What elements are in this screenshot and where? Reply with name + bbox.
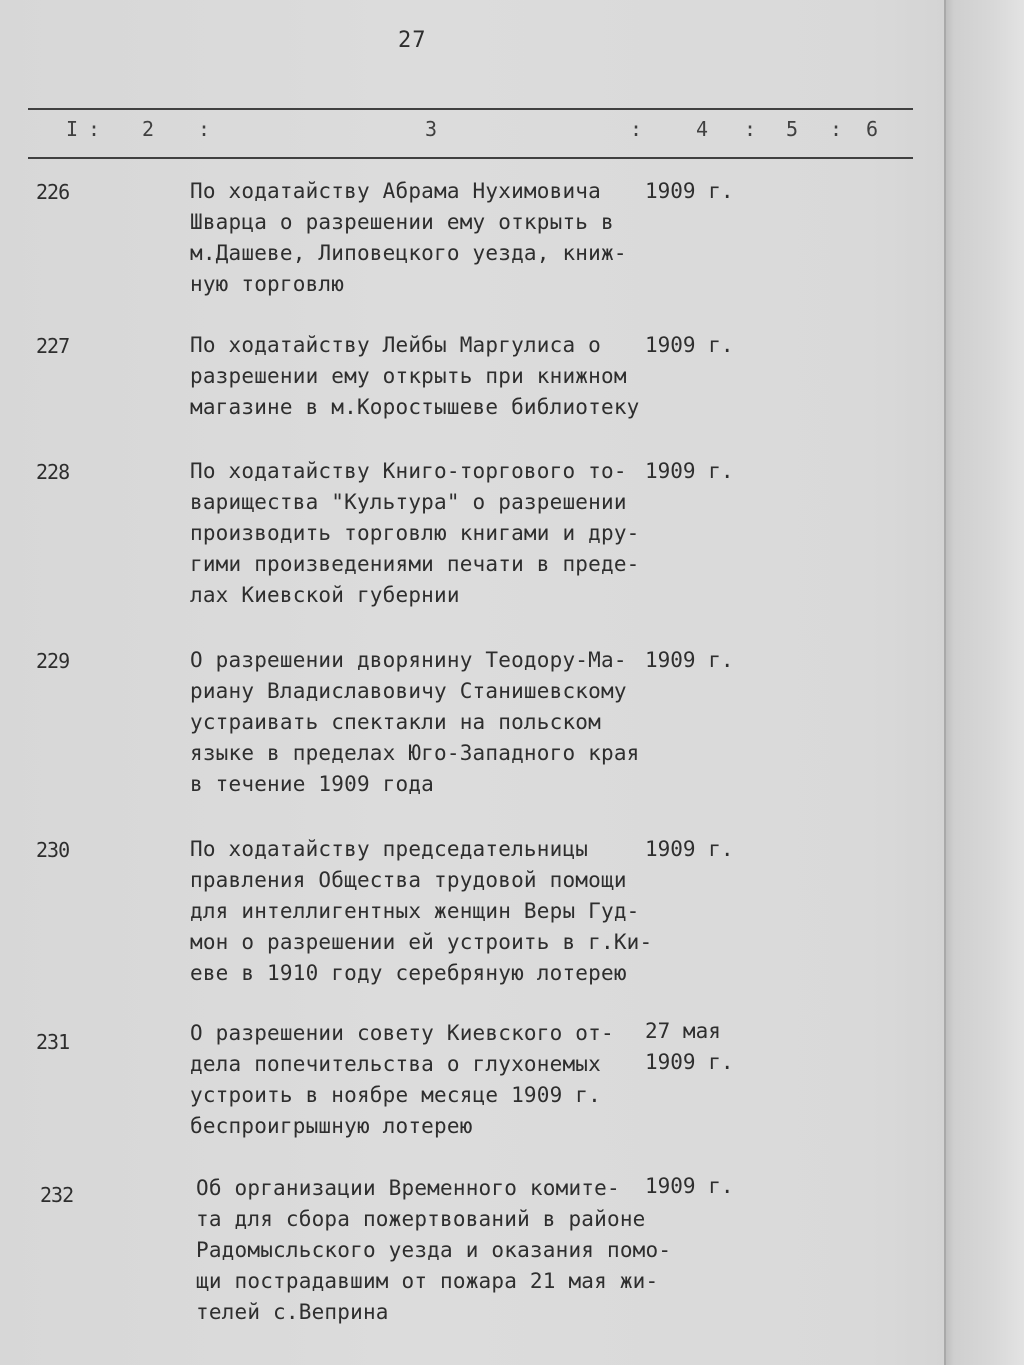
header-separator: :	[744, 117, 757, 141]
header-col-1: I	[66, 117, 79, 141]
header-separator: :	[630, 117, 643, 141]
entry-date: 27 мая 1909 г.	[645, 1019, 734, 1074]
header-separator: :	[198, 117, 211, 141]
entry-description: По ходатайству Книго-торгового то- варищества "Культура" о разрешении производить торговлю книгами и дру- гими произведениями печати в преде- лах Киевской губернии	[190, 459, 640, 607]
entry-description: О разрешении дворянину Теодору-Ма- риану Владиславовичу Станишевскому устраивать спектакли на польском языке в пределах Юго-Западного края в течение 1909 года	[190, 648, 640, 796]
page-number: 27	[398, 28, 427, 53]
header-col-5: 5	[786, 117, 799, 141]
table-header-bottom-rule	[28, 157, 913, 159]
header-separator: :	[88, 117, 101, 141]
entry-description: По ходатайству Абрама Нухимовича Шварца о разрешении ему открыть в м.Дашеве, Липовецкого уезда, книж- ную торговлю	[190, 179, 627, 296]
entry-description: О разрешении совету Киевского от- дела попечительства о глухонемых устроить в ноябре месяце 1909 г. беспроигрышную лотерею	[190, 1021, 614, 1138]
header-col-2: 2	[142, 117, 155, 141]
entry-number: 228	[36, 460, 70, 484]
entry-number: 226	[36, 180, 70, 204]
entry-date: 1909 г.	[645, 459, 734, 483]
entry-number: 230	[36, 838, 70, 862]
header-col-3: 3	[425, 117, 438, 141]
entry-date: 1909 г.	[645, 648, 734, 672]
entry-date: 1909 г.	[645, 1174, 734, 1198]
next-page-edge	[944, 0, 1024, 1365]
entry-number: 229	[36, 649, 70, 673]
entry-description: По ходатайству Лейбы Маргулиса о разрешении ему открыть при книжном магазине в м.Коростышеве библиотеку	[190, 333, 640, 419]
entry-description: По ходатайству председательницы правления Общества трудовой помощи для интеллигентных женщин Веры Гуд- мон о разрешении ей устроить в г.Ки- еве в 1910 году серебряную лотерею	[190, 837, 653, 985]
entry-number: 232	[40, 1183, 74, 1207]
entry-date: 1909 г.	[645, 333, 734, 357]
entry-number: 227	[36, 334, 70, 358]
header-separator: :	[830, 117, 843, 141]
entry-number: 231	[36, 1030, 70, 1054]
entry-date: 1909 г.	[645, 837, 734, 861]
table-header-top-rule	[28, 108, 913, 110]
header-col-4: 4	[696, 117, 709, 141]
header-col-6: 6	[866, 117, 879, 141]
entry-description: Об организации Временного комите- та для сбора пожертвований в районе Радомысльского уезда и оказания помо- щи пострадавшим от пожара 21 мая жи- телей с.Веприна	[196, 1176, 672, 1324]
entry-date: 1909 г.	[645, 179, 734, 203]
